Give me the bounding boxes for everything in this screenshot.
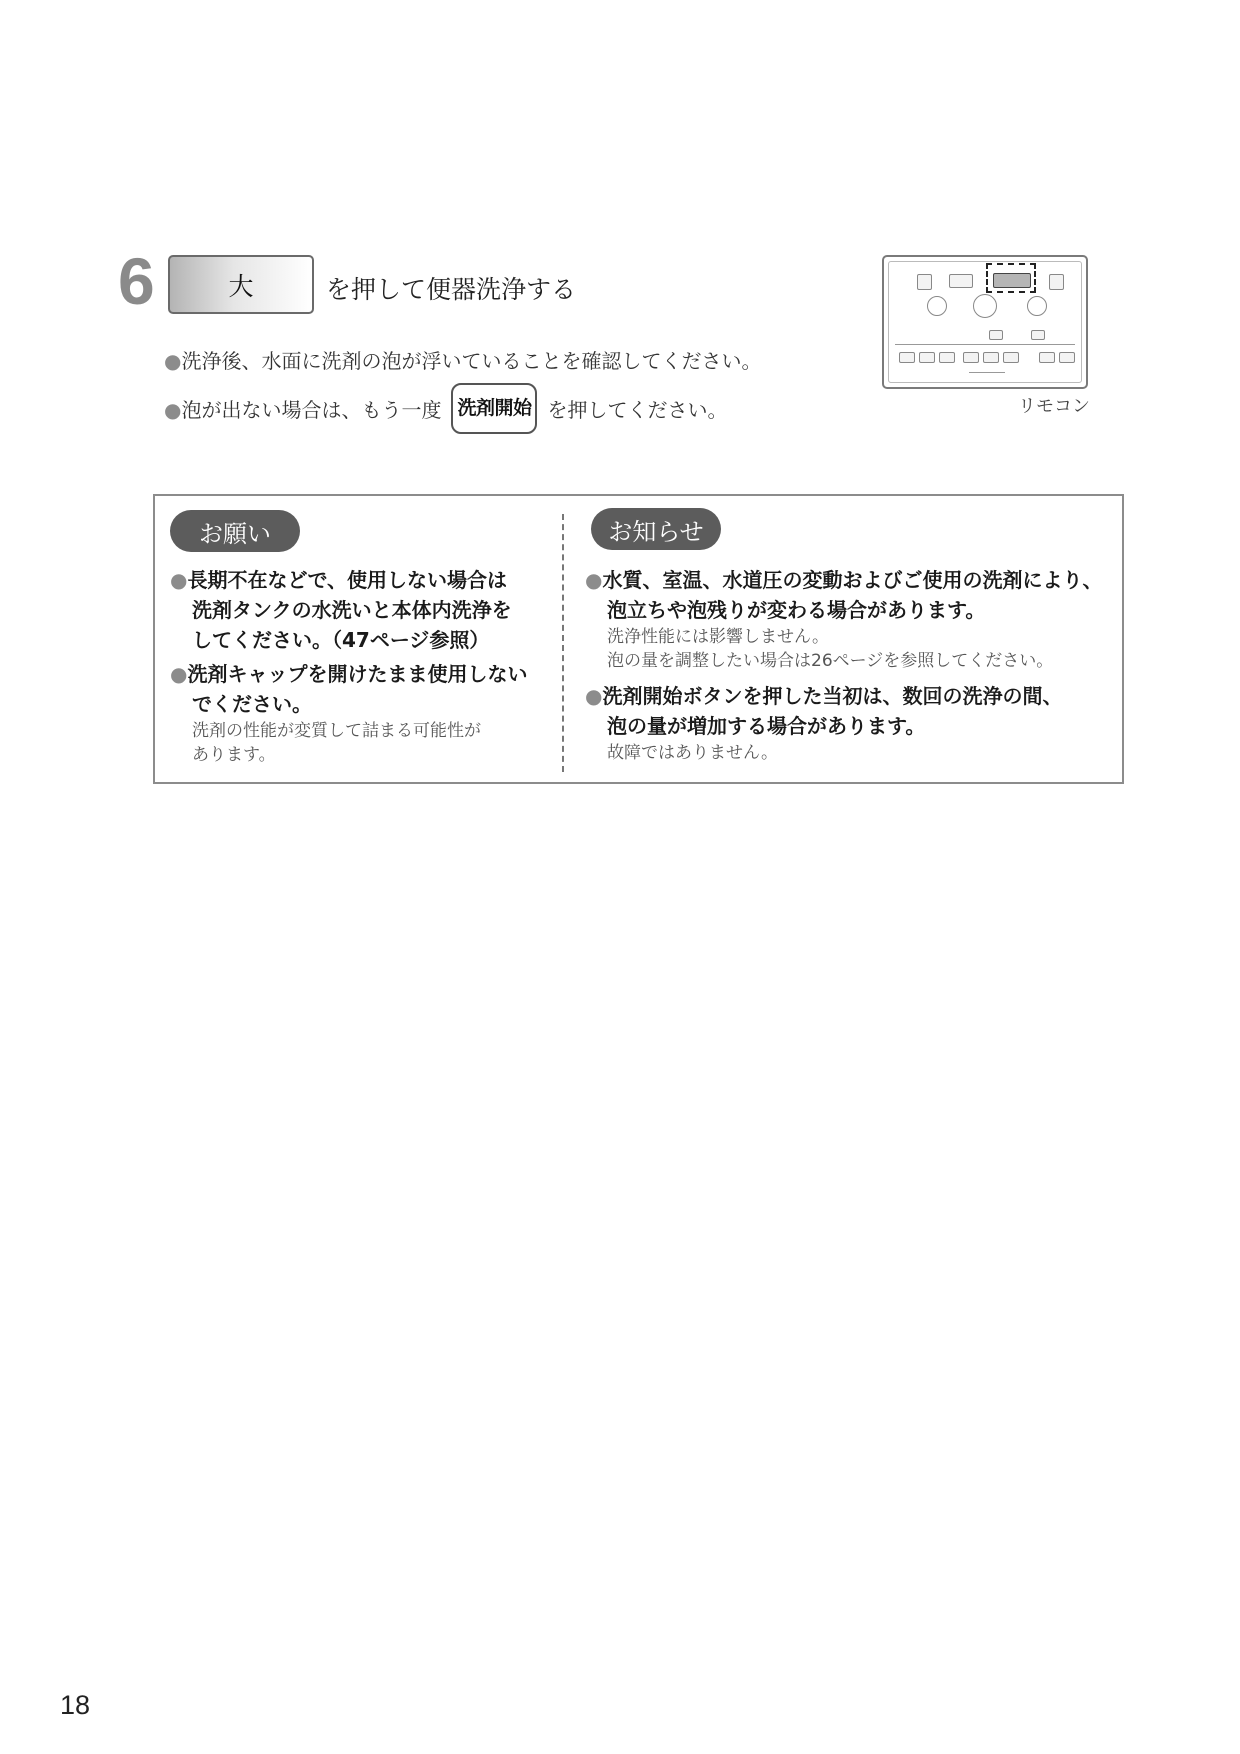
request-item-2-line-2: でください。 [192, 692, 312, 716]
step-instruction: を押して便器洗浄する [326, 275, 577, 304]
step-bullet-1 [164, 345, 761, 374]
step-bullet-1-text: 洗浄後、水面に洗剤の泡が浮いていることを確認してください。 [181, 349, 762, 373]
request-item-2-line-1: 洗剤キャップを開けたまま使用しない [187, 662, 528, 686]
notice-item-2 [585, 681, 1115, 741]
step-bullet-2-before: 泡が出ない場合は、もう一度 [181, 398, 442, 422]
remote-key [963, 352, 979, 363]
dai-flush-button-label: 大 [228, 271, 254, 301]
remote-panel [888, 261, 1082, 383]
remote-round-key [927, 296, 947, 316]
remote-key [1003, 352, 1019, 363]
notice-item-1-sub-2: 泡の量を調整したい場合は26ページを参照してください。 [607, 651, 1054, 671]
notice-item-2-line-1: 洗剤開始ボタンを押した当初は、数回の洗浄の間、 [602, 684, 1063, 708]
remote-key [1049, 274, 1064, 290]
notice-item-2-line-2: 泡の量が増加する場合があります。 [607, 714, 926, 738]
notice-list [585, 565, 1115, 765]
remote-key [1059, 352, 1075, 363]
bullet-dot: ● [164, 398, 182, 422]
remote-key [989, 330, 1003, 340]
detergent-start-button[interactable]: 洗剤開始 [451, 383, 537, 434]
remote-key [1039, 352, 1055, 363]
remote-divider-line [895, 344, 1075, 345]
notice-item-2-sub-1: 故障ではありません。 [607, 743, 779, 763]
notice-title: お知らせ [608, 517, 704, 546]
remote-key [983, 352, 999, 363]
remote-round-key [1027, 296, 1047, 316]
notes-divider [562, 514, 564, 772]
remote-key [1031, 330, 1045, 340]
step-number: 6 [118, 244, 155, 318]
bullet-dot: ● [164, 349, 182, 373]
request-list [170, 565, 550, 767]
remote-brand-line [969, 372, 1005, 373]
notice-item-1-line-2: 泡立ちや泡残りが変わる場合があります。 [607, 598, 986, 622]
request-item-1-line-2: 洗剤タンクの水洗いと本体内洗浄を [192, 598, 512, 622]
remote-caption: リモコン [1018, 396, 1090, 417]
remote-round-key [973, 294, 997, 318]
notice-item-1-sub-1: 洗浄性能には影響しません。 [607, 627, 830, 647]
step-bullet-2 [164, 386, 727, 437]
notice-title-pill [591, 508, 721, 550]
request-item-1 [170, 565, 550, 655]
notice-item-1 [585, 565, 1115, 625]
notice-item-1-line-1: 水質、室温、水道圧の変動およびご使用の洗剤により、 [602, 568, 1103, 592]
bullet-dot: ● [170, 662, 188, 686]
page-number: 18 [60, 1690, 91, 1720]
remote-key [899, 352, 915, 363]
request-item-1-line-1: 長期不在などで、使用しない場合は [187, 568, 508, 592]
request-item-2-sub-1: 洗剤の性能が変質して詰まる可能性が [192, 721, 481, 741]
bullet-dot: ● [585, 684, 603, 708]
remote-key [917, 274, 932, 290]
remote-key [919, 352, 935, 363]
request-title-pill [170, 510, 300, 552]
request-item-2 [170, 659, 550, 719]
remote-key [949, 274, 973, 288]
bullet-dot: ● [170, 568, 188, 592]
dai-flush-button[interactable] [168, 255, 314, 314]
remote-control-illustration [882, 255, 1088, 389]
step-bullet-2-after: を押してください。 [547, 398, 728, 422]
highlight-dashed-box [986, 263, 1036, 293]
request-title: お願い [199, 519, 271, 548]
bullet-dot: ● [585, 568, 603, 592]
request-item-2-sub-2: あります。 [192, 745, 276, 765]
request-item-1-line-3: してください。（47ページ参照） [192, 628, 490, 652]
remote-key [939, 352, 955, 363]
